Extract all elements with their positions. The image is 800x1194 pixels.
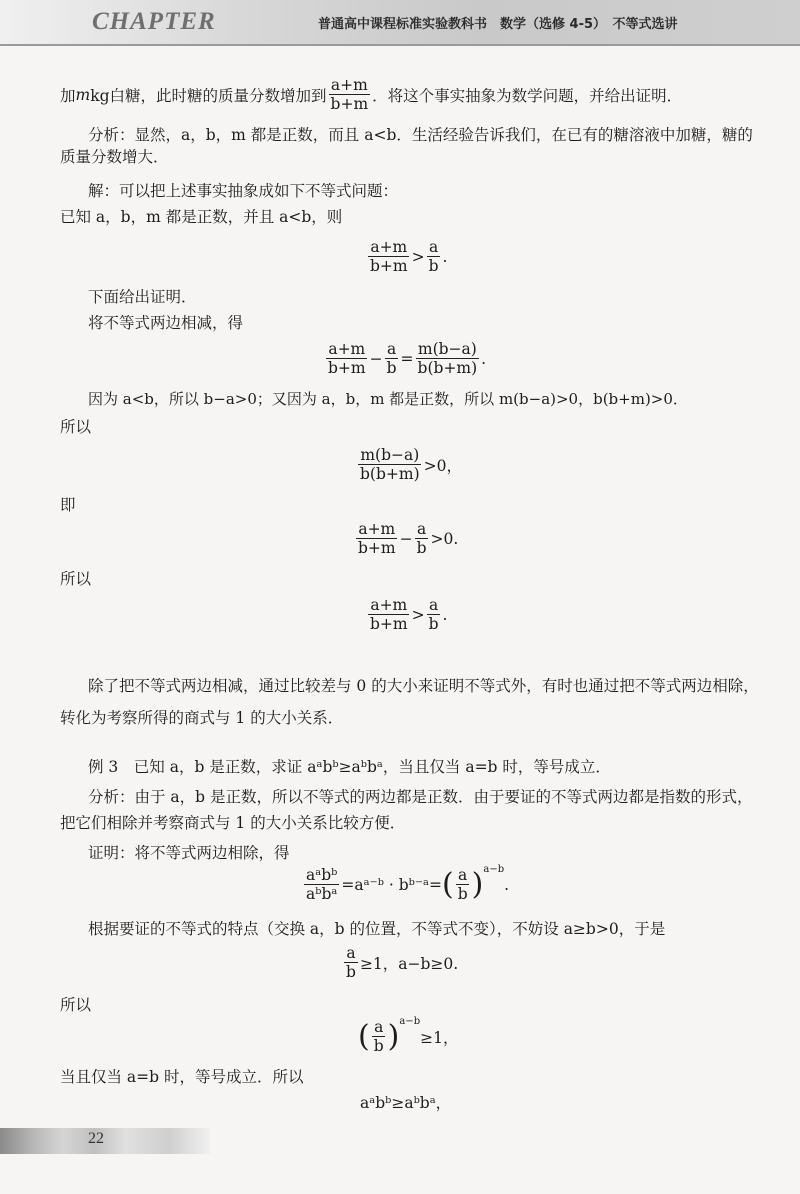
page-header: [0, 0, 800, 46]
book-title: 普通高中课程标准实验教科书 数学（选修 4-5） 不等式选讲: [318, 17, 678, 32]
inequality-5: [366, 596, 447, 633]
left-paren: (: [358, 1018, 370, 1054]
fraction-numerator: m(b−a): [360, 446, 420, 464]
fraction-numerator: aᵃbᵇ: [306, 866, 338, 884]
fraction-numerator: a: [346, 944, 356, 962]
fraction-denominator: b: [386, 359, 397, 377]
because-statement: 因为 a<b，所以 b−a>0；又因为 a，b，m 都是正数，所以 m(b−a)>0，b(b+m)>0．: [88, 390, 688, 408]
fraction-denominator: b: [373, 1037, 384, 1055]
fraction-numerator: a+m: [330, 76, 368, 94]
left-paren: (: [441, 866, 454, 902]
fraction-numerator: a: [428, 596, 439, 614]
exponent: a−b: [399, 1016, 421, 1027]
operator: >: [411, 605, 425, 624]
proof-intro: 下面给出证明．: [88, 288, 197, 306]
fraction-denominator: b: [346, 963, 356, 981]
fraction-denominator: b: [416, 539, 427, 557]
fraction-numerator: a: [416, 520, 427, 538]
example-3-proof: 证明：将不等式两边相除，得: [88, 844, 290, 862]
fraction-denominator: b(b+m): [417, 359, 478, 377]
fraction-denominator: b: [428, 615, 439, 633]
fraction-denominator: b+m: [370, 257, 408, 275]
punctuation: .: [442, 605, 448, 624]
punctuation: .: [504, 875, 510, 894]
inequality-tail: ≥1，a−b≥0.: [359, 954, 459, 973]
subtract-statement: 将不等式两边相减，得: [88, 314, 244, 332]
intro-mid: kg白糖，此时糖的质量分数增加到: [90, 86, 327, 105]
fraction-denominator: b: [428, 257, 439, 275]
inequality-7: [342, 944, 458, 981]
intro-pre: 加: [60, 86, 76, 105]
fraction-numerator: m(b−a): [417, 340, 477, 358]
page-number: 22: [88, 1130, 104, 1147]
example-3-statement: 例 3 已知 a，b 是正数，求证 aᵃbᵇ≥aᵇbᵃ，当且仅当 a=b 时，等号成立．: [88, 758, 611, 776]
analysis-paragraph: 分析：显然，a，b，m 都是正数，而且 a<b．生活经验告诉我们，在已有的糖溶液中加糖，糖的质量分数增大．: [60, 126, 753, 166]
intro-var: m: [75, 85, 91, 104]
example-3-analysis: 分析：由于 a，b 是正数，所以不等式的两边都是正数．由于要证的不等式两边都是指数的形式，把它们相除并考察商式与 1 的大小关系比较方便．: [60, 788, 753, 832]
right-paren: ): [387, 1018, 400, 1054]
given-statement: 已知 a，b，m 都是正数，并且 a<b，则: [60, 208, 343, 226]
fraction-denominator: b+m: [328, 359, 366, 377]
ie-word: 即: [60, 496, 76, 514]
equation-2: [324, 340, 486, 377]
fraction-numerator: a+m: [370, 238, 408, 256]
final-inequality: aᵃbᵇ≥aᵇbᵃ，: [360, 1094, 452, 1112]
fraction-numerator: a+m: [358, 520, 396, 538]
fraction-denominator: b(b+m): [360, 465, 420, 483]
operator: −: [369, 349, 383, 368]
fraction-denominator: b+m: [330, 95, 369, 113]
solution-intro: 解：可以把上述事实抽象成如下不等式问题：: [88, 182, 399, 200]
inequality-8: [358, 1018, 458, 1055]
fraction-denominator: aᵇbᵃ: [306, 885, 338, 903]
fraction-numerator: a: [428, 238, 439, 256]
intro-line: [60, 76, 682, 113]
right-paren: ): [471, 866, 484, 902]
inequality-3: [356, 446, 462, 483]
equation-6: [302, 866, 509, 903]
equation-middle: =aᵃ⁻ᵇ · bᵇ⁻ᵃ=: [341, 875, 442, 894]
fraction-denominator: b+m: [358, 539, 396, 557]
inequality-tail: >0，: [423, 456, 462, 475]
chapter-label: CHAPTER: [92, 8, 216, 35]
punctuation: .: [481, 349, 487, 368]
iff-statement: 当且仅当 a=b 时，等号成立．所以: [60, 1068, 304, 1086]
operator: −: [399, 529, 413, 548]
exponent: a−b: [483, 864, 505, 875]
fraction-numerator: a: [374, 1018, 384, 1036]
so-1: 所以: [60, 418, 92, 436]
so-2: 所以: [60, 570, 92, 588]
operator: =: [400, 349, 414, 368]
inequality-1: [366, 238, 447, 275]
so-3: 所以: [60, 996, 92, 1014]
fraction-numerator: a: [386, 340, 397, 358]
divide-paragraph: 除了把不等式两边相减，通过比较差与 0 的大小来证明不等式外，有时也通过把不等式两边相除，转化为考察所得的商式与 1 的大小关系．: [60, 677, 759, 727]
fraction-numerator: a+m: [370, 596, 408, 614]
fraction-denominator: b: [457, 885, 468, 903]
punctuation: .: [442, 247, 448, 266]
fraction-numerator: a: [458, 866, 468, 884]
operator: >: [411, 247, 425, 266]
inequality-4: [354, 520, 458, 557]
symmetry-statement: 根据要证的不等式的特点（交换 a，b 的位置，不等式不变），不妨设 a≥b>0，于是: [88, 920, 666, 938]
footer-bar: [0, 1128, 210, 1154]
fraction-numerator: a+m: [328, 340, 366, 358]
inequality-tail: >0.: [430, 529, 459, 548]
inequality-tail: ≥1，: [420, 1028, 459, 1047]
intro-fraction: [329, 76, 371, 113]
fraction-denominator: b+m: [370, 615, 408, 633]
intro-post: ．将这个事实抽象为数学问题，并给出证明．: [372, 86, 683, 105]
